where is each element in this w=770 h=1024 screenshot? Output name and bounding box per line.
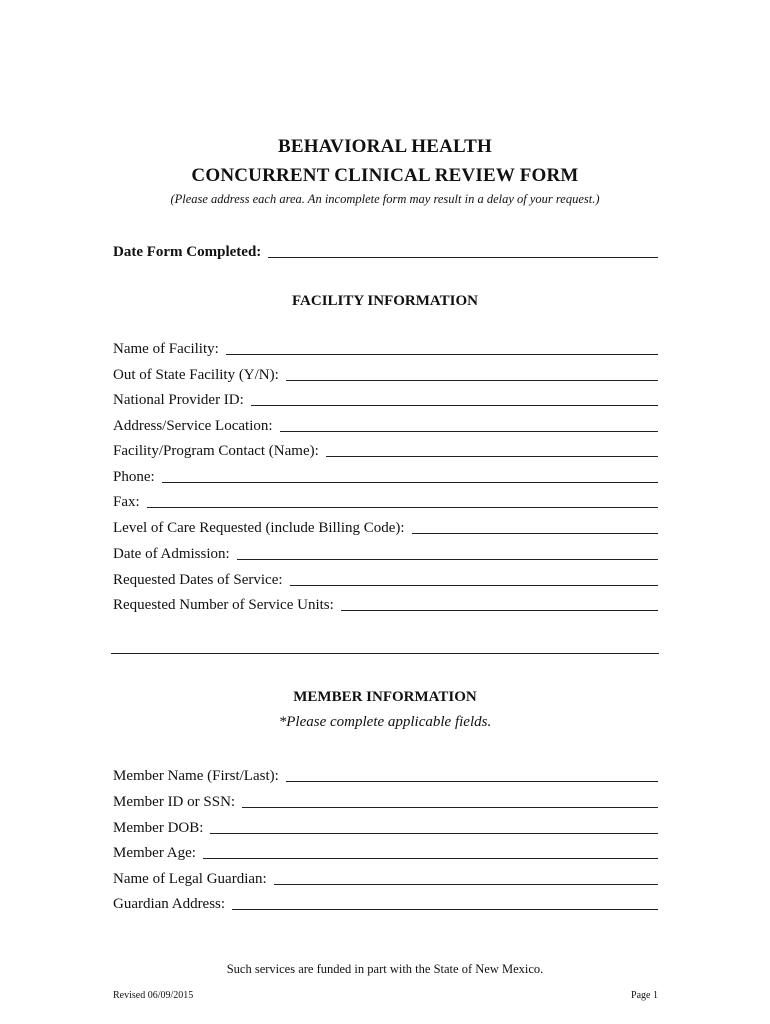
fax-field bbox=[113, 491, 658, 511]
field-label: Name of Facility: bbox=[113, 341, 219, 357]
level-of-care-input-line[interactable] bbox=[412, 533, 658, 534]
service-units-input-line[interactable] bbox=[341, 610, 658, 611]
field-label: Requested Number of Service Units: bbox=[113, 597, 334, 613]
date-completed-input-line[interactable] bbox=[268, 257, 658, 258]
field-label: Name of Legal Guardian: bbox=[113, 871, 267, 887]
contact-name-field bbox=[113, 440, 658, 460]
npi-input-line[interactable] bbox=[251, 405, 658, 406]
address-input-line[interactable] bbox=[280, 431, 658, 432]
member-dob-input-line[interactable] bbox=[210, 833, 658, 834]
field-label: Requested Dates of Service: bbox=[113, 572, 283, 588]
revision-date: Revised 06/09/2015 bbox=[113, 990, 194, 1001]
facility-name-field bbox=[113, 338, 658, 358]
member-id-input-line[interactable] bbox=[242, 807, 658, 808]
date-completed-field bbox=[113, 241, 658, 261]
field-label: Member DOB: bbox=[113, 820, 204, 836]
phone-input-line[interactable] bbox=[162, 482, 658, 483]
phone-field bbox=[113, 466, 658, 486]
field-label: Member Name (First/Last): bbox=[113, 768, 279, 784]
field-label: Member Age: bbox=[113, 845, 196, 861]
field-label: Facility/Program Contact (Name): bbox=[113, 443, 319, 459]
npi-field bbox=[113, 389, 658, 409]
guardian-name-field bbox=[113, 868, 658, 888]
contact-name-input-line[interactable] bbox=[326, 456, 658, 457]
member-id-field bbox=[113, 791, 658, 811]
service-units-field bbox=[113, 594, 658, 614]
requested-dates-field bbox=[113, 569, 658, 589]
field-label: Member ID or SSN: bbox=[113, 794, 236, 810]
member-dob-field bbox=[113, 817, 658, 837]
out-of-state-input-line[interactable] bbox=[286, 380, 658, 381]
field-label: National Provider ID: bbox=[113, 392, 244, 408]
member-age-field bbox=[113, 842, 658, 862]
form-instructions: (Please address each area. An incomplete form may result in a delay of your request.) bbox=[170, 192, 600, 206]
member-name-field bbox=[113, 765, 658, 785]
guardian-name-input-line[interactable] bbox=[274, 884, 658, 885]
field-label: Guardian Address: bbox=[113, 896, 226, 912]
member-section-heading: MEMBER INFORMATION bbox=[293, 689, 477, 705]
address-field bbox=[113, 415, 658, 435]
fax-input-line[interactable] bbox=[147, 507, 658, 508]
level-of-care-field bbox=[113, 517, 658, 537]
field-label: Level of Care Requested (include Billing Code): bbox=[113, 520, 405, 536]
field-label: Fax: bbox=[113, 494, 140, 510]
page-number: Page 1 bbox=[631, 990, 658, 1001]
section-divider bbox=[111, 653, 659, 654]
form-title-line1: BEHAVIORAL HEALTH bbox=[277, 136, 493, 157]
field-label: Address/Service Location: bbox=[113, 418, 273, 434]
member-age-input-line[interactable] bbox=[203, 858, 658, 859]
funding-note: Such services are funded in part with the State of New Mexico. bbox=[226, 962, 544, 976]
member-section-note: *Please complete applicable fields. bbox=[278, 714, 492, 730]
field-label: Out of State Facility (Y/N): bbox=[113, 367, 279, 383]
field-label: Date of Admission: bbox=[113, 546, 230, 562]
guardian-address-field bbox=[113, 893, 658, 913]
facility-section-heading: FACILITY INFORMATION bbox=[292, 293, 478, 309]
field-label: Phone: bbox=[113, 469, 155, 485]
out-of-state-field bbox=[113, 364, 658, 384]
date-completed-label: Date Form Completed: bbox=[113, 244, 262, 260]
form-title-line2: CONCURRENT CLINICAL REVIEW FORM bbox=[191, 165, 579, 186]
guardian-address-input-line[interactable] bbox=[232, 909, 658, 910]
facility-name-input-line[interactable] bbox=[226, 354, 658, 355]
requested-dates-input-line[interactable] bbox=[290, 585, 658, 586]
admission-date-input-line[interactable] bbox=[237, 559, 658, 560]
member-name-input-line[interactable] bbox=[286, 781, 658, 782]
admission-date-field bbox=[113, 543, 658, 563]
